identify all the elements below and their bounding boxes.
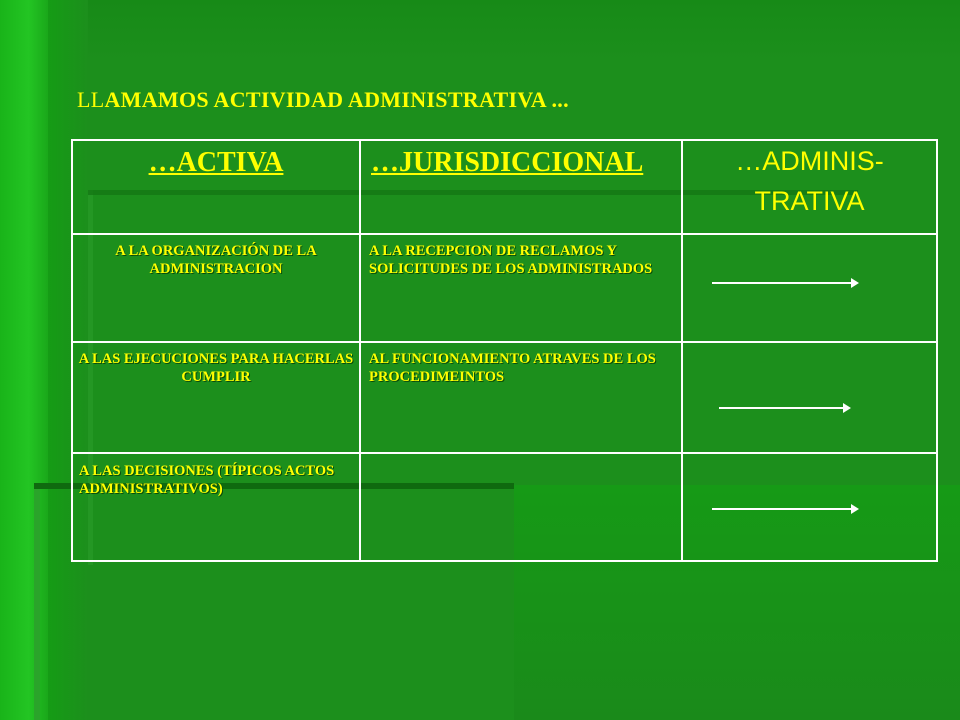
table-row [72, 453, 937, 561]
activity-table [71, 139, 938, 562]
table-cell [72, 234, 360, 342]
header-activa: …ACTIVA [148, 147, 284, 178]
slide-title [77, 87, 569, 113]
header-administrativa-line1: …ADMINIS- [735, 146, 884, 176]
header-administrativa [683, 141, 936, 221]
table-cell [682, 453, 937, 561]
title-rest: AMAMOS ACTIVIDAD ADMINISTRATIVA ... [104, 87, 569, 112]
cell-text: AL FUNCIONAMIENTO ATRAVES DE LOS PROCEDIMEINTOS [369, 351, 656, 385]
cell-text: A LAS EJECUCIONES PARA HACERLAS CUMPLIR [78, 351, 354, 385]
table-cell [360, 342, 682, 453]
header-cell [72, 140, 360, 234]
header-cell [360, 140, 682, 234]
title-lead: LL [77, 87, 105, 112]
cell-text: A LA RECEPCION DE RECLAMOS Y SOLICITUDES DE LOS ADMINISTRADOS [369, 243, 653, 277]
table-row [72, 342, 937, 453]
header-administrativa-line2: TRATIVA [754, 186, 865, 216]
right-arrow-icon [712, 504, 859, 514]
table-cell [72, 453, 360, 561]
table-cell [360, 453, 682, 561]
header-cell [682, 140, 937, 234]
right-arrow-icon [719, 403, 851, 413]
background-bar-left [0, 0, 48, 720]
right-arrow-icon [712, 278, 859, 288]
background-strip [34, 485, 40, 720]
cell-text: A LAS DECISIONES (TÍPICOS ACTOS ADMINISTRATIVOS) [79, 463, 335, 497]
table-cell [360, 234, 682, 342]
table-cell [682, 234, 937, 342]
background-band-top [0, 0, 960, 60]
table-header-row [72, 140, 937, 234]
cell-text [361, 454, 681, 461]
table-cell [72, 342, 360, 453]
header-jurisdiccional: …JURISDICCIONAL [371, 147, 644, 178]
table-row [72, 234, 937, 342]
table-cell [682, 342, 937, 453]
cell-text: A LA ORGANIZACIÓN DE LA ADMINISTRACION [115, 243, 317, 277]
